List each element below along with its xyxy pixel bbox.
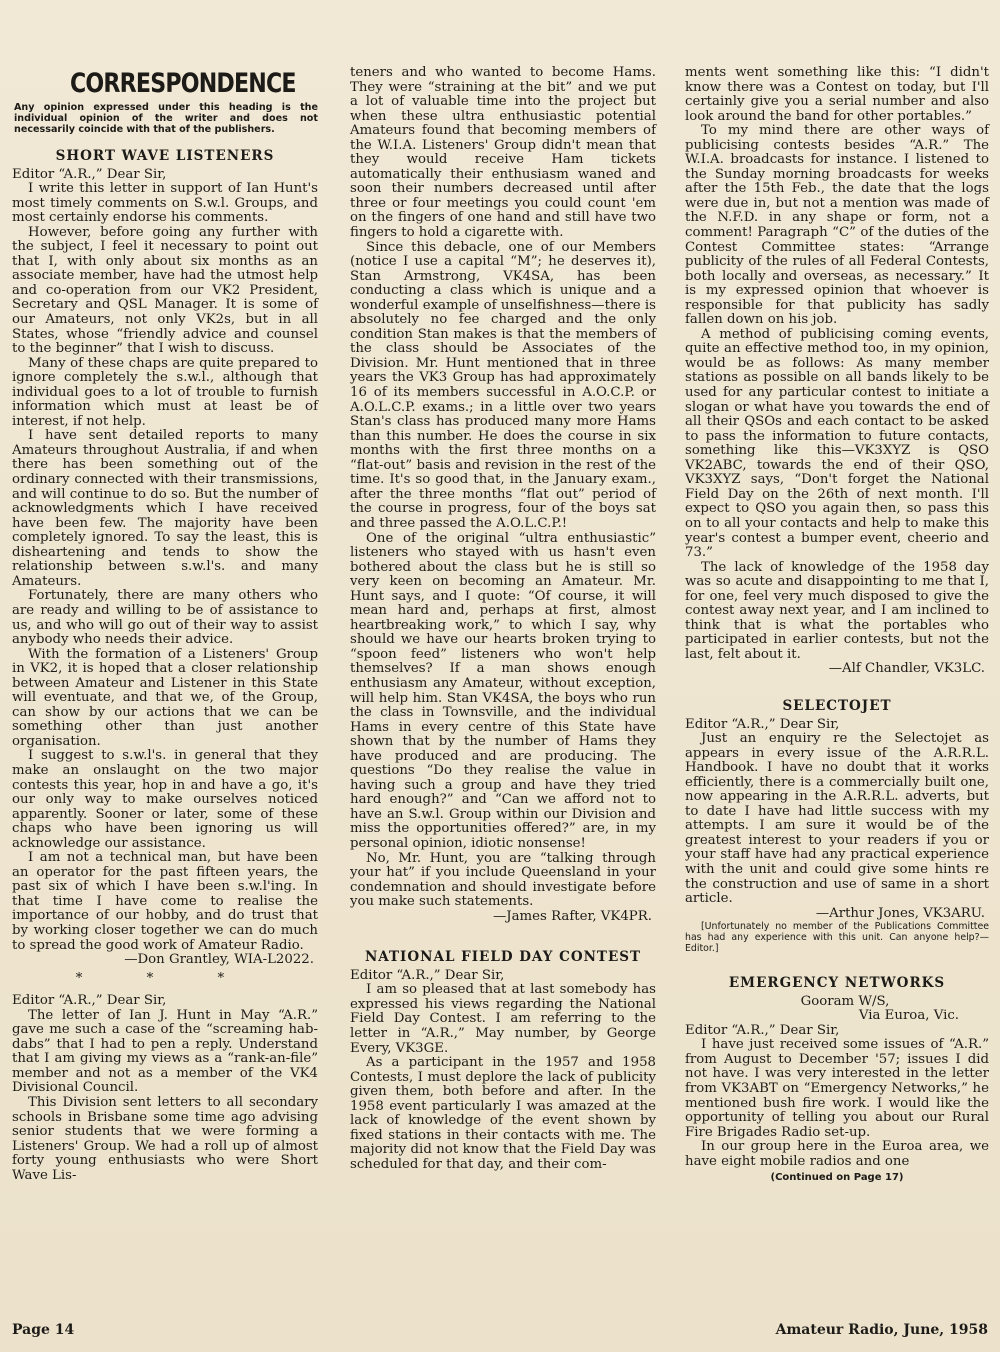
signature: —Alf Chandler, VK3LC. bbox=[828, 661, 985, 677]
column-1 bbox=[12, 70, 318, 1183]
paragraph: In our group here in the Euroa area, we have eight mobile radios and one bbox=[685, 1139, 989, 1169]
letter-heading-selectojet: SELECTOJET bbox=[782, 697, 892, 714]
paragraph: One of the original “ultra enthusiastic” listeners who stayed with us hasn't even bothered about the class but he is still so very keen on becoming an Amateur. Mr. Hunt says, and I quote: “Of course, it will mean hard and, perhaps at first, almost heartbreaking work,” to which I say, why should we have our hearts broken trying to “spoon feed” listeners who won't help themselves? If a man shows enough enthusiasm any Amateur, without exception, will help him. Stan VK4SA, the boys who run the class in Townsville, and the individual Hams in every centre of this State have shown that by the number of Hams they have produced and are producing. The questions “Do they realise the value in having such a group and have they tried hard enough?” and “Can we afford not to have an S.w.l. Group within our Division and miss the opportunities offered?” are, in my personal opinion, idiotic nonsense! bbox=[350, 530, 656, 851]
paragraph: This Division sent letters to all secondary schools in Brisbane some time ago advising senior students that we were forming a Listeners' Group. We had a roll up of almost forty young enthusiasts who were Short Wave Lis- bbox=[12, 1095, 318, 1183]
letter-heading-emergency-networks: EMERGENCY NETWORKS bbox=[728, 975, 946, 992]
signature: —Don Grantley, WIA-L2022. bbox=[124, 952, 314, 968]
paragraph: Fortunately, there are many others who are ready and willing to be of assistance to us, and who will go out of their way to assist anybody who needs their advice. bbox=[12, 588, 318, 648]
paragraph: Just an enquiry re the Selectojet as appears in every issue of the A.R.R.L. Handbook. I have no doubt that it works efficiently, there is a commercially built one, now appearing in the A.R.R.L. adverts, but to date I have had little success with my attempts. I am sure it would be of the greatest interest to your readers if you or your staff have had any practical experience with the unit and could give some hints re the construction and use of same in a short article. bbox=[685, 731, 989, 907]
paragraph: However, before going any further with the subject, I feel it necessary to point out that I, with only about six months as an associate member, have had the utmost help and co-operation from our VK2 President, Secretary and QSL Manager. It is some of our Amateurs, not only VK2s, but in all States, whose “friendly advice and counsel to the beginner” that I wish to discuss. bbox=[12, 224, 318, 357]
paragraph: Since this debacle, one of our Members (notice I use a capital “M”; he deserves it), Stan Armstrong, VK4SA, has been conducting a class which is unique and a wonderful example of unselfishness—there is absolutely no fee charged and the only condition Stan makes is that the members of the class should be Associates of the Division. Mr. Hunt mentioned that in three years the VK3 Group has had approximately 16 of its members successful in A.O.C.P. or A.O.L.C.P. exams.; in a little over two years Stan's class has produced many more Hams than this number. He does the course in six months with the first three months on a “flat-out” basis and revision in the rest of the time. It's so good that, in the January exam., after the three months “flat out” period of the course in progress, four of the boys sat and three passed the A.O.L.C.P.! bbox=[350, 239, 656, 531]
separator-stars: * * * bbox=[75, 970, 255, 986]
letter-heading-short-wave-listeners: SHORT WAVE LISTENERS bbox=[55, 148, 275, 164]
column-2 bbox=[350, 66, 656, 1172]
salutation: Editor “A.R.,” Dear Sir, bbox=[685, 716, 840, 732]
editor-note: [Unfortunately no member of the Publications Committee has had any experience with this unit. Can anyone help?—Editor.] bbox=[685, 921, 989, 955]
paragraph: I am not a technical man, but have been an operator for the past fifteen years, the past six of which I have been s.w.l'ing. In that time I have come to realise the importance of our hobby, and do trust that by working closer together we can do much to spread the good work of Amateur Radio. bbox=[12, 850, 318, 953]
paragraph: I suggest to s.w.l's. in general that they make an onslaught on the two major contests this year, hop in and have a go, it's our only way to make ourselves noticed apparently. Sooner or later, some of these chaps who have been ignoring us will acknowledge our assistance. bbox=[12, 748, 318, 851]
letter-heading-national-field-day: NATIONAL FIELD DAY CONTEST bbox=[364, 949, 642, 966]
paragraph: teners and who wanted to become Hams. They were “straining at the bit” and we put a lot of valuable time into the project but when these ultra enthusiastic potential Amateurs found that becoming members of the W.I.A. Listeners' Group didn't mean that they would receive Ham tickets automatically their enthusiasm waned and soon their numbers decreased until after three or four meetings you could count 'em on the fingers of one hand and still have two fingers to hold a cigarette with. bbox=[350, 65, 656, 241]
column-3 bbox=[685, 66, 989, 1186]
section-masthead: CORRESPONDENCE bbox=[70, 68, 296, 99]
paragraph: I have just received some issues of “A.R.” from August to December '57; issues I did not have. I was very interested in the letter from VK3ABT on “Emergency Networks,” he mentioned bush fire work. I would like the opportunity of telling you about our Rural Fire Brigades Radio set-up. bbox=[685, 1037, 989, 1140]
paragraph: I am so pleased that at last somebody has expressed his views regarding the National Field Day Contest. I am referring to the letter in “A.R.,” May number, by George Every, VK3GE. bbox=[350, 982, 656, 1056]
publication-footer: Amateur Radio, June, 1958 bbox=[775, 1322, 988, 1338]
paragraph: I write this letter in support of Ian Hunt's most timely comments on S.w.l. Groups, and most certainly endorse his comments. bbox=[12, 181, 318, 226]
paragraph: A method of publicising coming events, quite an effective method too, in my opinion, would be as follows: As many member stations as possible on all bands likely to be used for any particular contest to initiate a slogan or what have you towards the end of all their QSOs and each contact to be asked to pass the information to future contacts, something like this—VK3XYZ is QSO VK2ABC, towards the end of their QSO, VK3XYZ says, “Don't forget the National Field Day on the 26th of next month. I'll expect to QSO you again then, so pass this on to all your contacts and help to make this year's contest a bumper event, cheerio and 73.” bbox=[685, 326, 989, 561]
salutation: Editor “A.R.,” Dear Sir, bbox=[685, 1022, 840, 1038]
salutation: Editor “A.R.,” Dear Sir, bbox=[350, 967, 505, 983]
salutation: Editor “A.R.,” Dear Sir, bbox=[12, 166, 167, 182]
page-number: Page 14 bbox=[12, 1322, 75, 1338]
paragraph: The letter of Ian J. Hunt in May “A.R.” gave me such a case of the “screaming hab-dabs” that I had to pen a reply. Understand that I am giving my views as a “rank-an-file” member and not as a member of the VK4 Divisional Council. bbox=[12, 1007, 318, 1096]
address-line: Gooram W/S, bbox=[800, 993, 890, 1009]
paragraph: As a participant in the 1957 and 1958 Contests, I must deplore the lack of publicity given them, both before and after. In the 1958 event particularly I was amazed at the lack of knowledge of the event shown by fixed stations in their contacts with me. The majority did not know that the Field Day was scheduled for that day, and their com- bbox=[350, 1055, 656, 1172]
paragraph: No, Mr. Hunt, you are “talking through your hat” if you include Queensland in your condemnation and should investigate before you make such statements. bbox=[350, 850, 656, 910]
disclaimer: Any opinion expressed under this heading is the individual opinion of the writer and does not necessarily coincide with that of the publishers. bbox=[14, 102, 318, 135]
address-line: Via Euroa, Vic. bbox=[858, 1008, 959, 1024]
paragraph: ments went something like this: “I didn't know there was a Contest on today, but I'll certainly give you a serial number and also look around the band for other portables.” bbox=[685, 65, 989, 124]
paragraph: Many of these chaps are quite prepared to ignore completely the s.w.l., although that individual goes to a lot of trouble to furnish information which must at least be of interest, if not help. bbox=[12, 355, 318, 429]
continued-notice: (Continued on Page 17) bbox=[770, 1172, 904, 1184]
paragraph: I have sent detailed reports to many Amateurs throughout Australia, if and when there has been something out of the ordinary connected with their transmissions, and will continue to do so. But the number of acknowledgments which I have received have been few. The majority have been completely ignored. To say the least, this is disheartening and tends to show the relationship between s.w.l's. and many Amateurs. bbox=[12, 428, 318, 589]
signature: —James Rafter, VK4PR. bbox=[493, 908, 652, 924]
paragraph: To my mind there are other ways of publicising contests besides “A.R.” The W.I.A. broadcasts for instance. I listened to the Sunday morning broadcasts for weeks after the 15th Feb., the date that the logs were due in, but not a mention was made of the N.F.D. in any shape or form, not a comment! Paragraph “C” of the duties of the Contest Committee states: “Arrange publicity of the rules of all Federal Contests, both locally and overseas, as necessary.” It is my expressed opinion that whoever is responsible for that publicity has sadly fallen down on his job. bbox=[685, 123, 989, 328]
paragraph: The lack of knowledge of the 1958 day was so acute and disappointing to me that I, for one, feel very much disposed to give the contest away next year, and I am inclined to think that is what the portables who participated in earlier contests, but not the last, felt about it. bbox=[685, 559, 989, 662]
signature: —Arthur Jones, VK3ARU. bbox=[815, 905, 985, 921]
paragraph: With the formation of a Listeners' Group in VK2, it is hoped that a closer relationship between Amateur and Listener in this State will eventuate, and that we, of the Group, can show by our actions that we can be something other than just another organisation. bbox=[12, 646, 318, 749]
salutation: Editor “A.R.,” Dear Sir, bbox=[12, 993, 167, 1009]
